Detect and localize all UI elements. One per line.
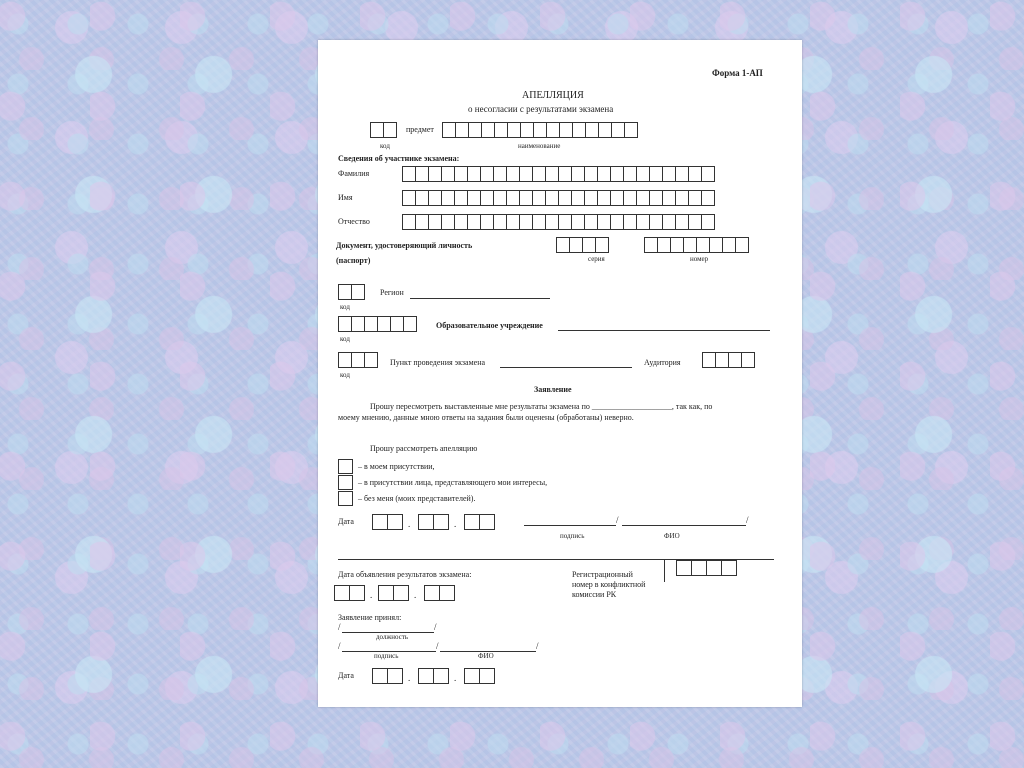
appeal-form-page: [318, 40, 802, 707]
series-caption: серия: [588, 255, 605, 263]
region-label: Регион: [380, 288, 404, 297]
date-year-boxes[interactable]: [464, 514, 494, 530]
document-label: Документ, удостоверяющий личность: [336, 241, 473, 250]
subject-name-boxes[interactable]: [442, 122, 637, 138]
exam-point-label: Пункт проведения экзамена: [390, 358, 486, 367]
number-caption: номер: [690, 255, 709, 263]
reg-number-divider: [664, 560, 665, 582]
edu-code-caption: код: [340, 335, 350, 343]
reg-number-boxes[interactable]: [676, 560, 736, 576]
results-date-label: Дата объявления результатов экзамена:: [338, 570, 472, 579]
results-dot-1: .: [370, 590, 373, 600]
passport-series-boxes[interactable]: [556, 237, 608, 253]
region-code-caption: код: [340, 303, 350, 311]
exam-point-code-boxes[interactable]: [338, 352, 377, 368]
option1-label: – в моем присутствии,: [358, 462, 435, 471]
accepted-slash-2: /: [434, 622, 437, 632]
accepted-month-boxes[interactable]: [418, 668, 448, 684]
accepted-label: Заявление принял:: [338, 613, 402, 622]
date-label: Дата: [338, 517, 354, 526]
exam-point-line[interactable]: [500, 367, 632, 368]
surname-boxes[interactable]: [402, 166, 714, 182]
accepted-slash-5: /: [536, 641, 539, 651]
accepted-slash-4: /: [436, 641, 439, 651]
accepted-slash-3: /: [338, 641, 341, 651]
option1-checkbox[interactable]: [338, 459, 353, 474]
signature-caption: подпись: [560, 532, 585, 540]
consider-label: Прошу рассмотреть апелляцию: [370, 444, 478, 453]
form-title: АПЕЛЛЯЦИЯ: [522, 90, 584, 101]
results-dot-2: .: [414, 590, 417, 600]
date-dot-1: .: [408, 519, 411, 529]
option2-checkbox[interactable]: [338, 475, 353, 490]
date-day-boxes[interactable]: [372, 514, 402, 530]
edu-line[interactable]: [558, 330, 770, 331]
form-subtitle: о несогласии с результатами экзамена: [468, 104, 614, 114]
region-code-boxes[interactable]: [338, 284, 364, 300]
fio-line[interactable]: [622, 525, 746, 526]
signature-line[interactable]: [524, 525, 616, 526]
reg-number-label-2: номер в конфликтной: [572, 580, 646, 589]
accepted-year-boxes[interactable]: [464, 668, 494, 684]
date-dot-2: .: [454, 519, 457, 529]
results-day-boxes[interactable]: [334, 585, 364, 601]
slash-1: /: [616, 515, 619, 525]
name-caption: наименование: [518, 142, 561, 150]
name-boxes[interactable]: [402, 190, 714, 206]
form-number: Форма 1-АП: [712, 68, 763, 78]
patronymic-boxes[interactable]: [402, 214, 714, 230]
option2-label: – в присутствии лица, представляющего мои интересы,: [358, 478, 548, 487]
results-month-boxes[interactable]: [378, 585, 408, 601]
date-label-2: Дата: [338, 671, 354, 680]
statement-line1: Прошу пересмотреть выставленные мне результаты экзамена по ____________________, так как, по: [370, 402, 713, 411]
reg-number-label-1: Регистрационный: [572, 570, 633, 579]
option3-label: – без меня (моих представителей).: [358, 494, 476, 503]
position-caption: должность: [376, 633, 409, 641]
patronymic-label: Отчество: [338, 217, 370, 226]
surname-label: Фамилия: [338, 169, 370, 178]
passport-number-boxes[interactable]: [644, 237, 748, 253]
slash-2: /: [746, 515, 749, 525]
statement-header: Заявление: [534, 385, 572, 394]
accepted-fio-caption: ФИО: [478, 652, 494, 660]
statement-line2: моему мнению, данные мною ответы на задания были оценены (обработаны) неверно.: [338, 413, 634, 422]
participant-header: Сведения об участнике экзамена:: [338, 154, 460, 163]
subject-code-boxes[interactable]: [370, 122, 396, 138]
exam-point-code-caption: код: [340, 371, 350, 379]
accepted-signature-caption: подпись: [374, 652, 399, 660]
reg-number-label-3: комиссии РК: [572, 590, 617, 599]
accepted-day-boxes[interactable]: [372, 668, 402, 684]
results-year-boxes[interactable]: [424, 585, 454, 601]
option3-checkbox[interactable]: [338, 491, 353, 506]
accepted-dot-1: .: [408, 673, 411, 683]
edu-label: Образовательное учреждение: [436, 321, 543, 330]
edu-code-boxes[interactable]: [338, 316, 416, 332]
passport-label: (паспорт): [336, 256, 371, 265]
auditorium-boxes[interactable]: [702, 352, 754, 368]
name-label: Имя: [338, 193, 353, 202]
accepted-dot-2: .: [454, 673, 457, 683]
date-month-boxes[interactable]: [418, 514, 448, 530]
region-line[interactable]: [410, 298, 550, 299]
accepted-slash-1: /: [338, 622, 341, 632]
fio-caption: ФИО: [664, 532, 680, 540]
subject-label: предмет: [406, 125, 434, 134]
code-caption: код: [380, 142, 390, 150]
auditorium-label: Аудитория: [644, 358, 681, 367]
